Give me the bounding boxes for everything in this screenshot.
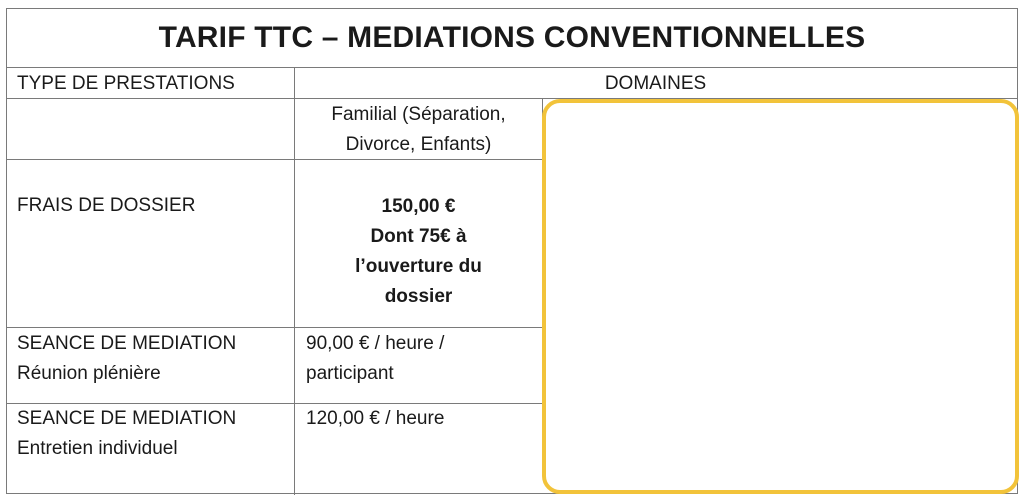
row-value-seance-individuel: [306, 404, 536, 434]
value-line: l’ouverture du: [355, 256, 482, 277]
row-label-line: Entretien individuel: [17, 438, 178, 459]
type-header: TYPE DE PRESTATIONS: [17, 73, 235, 94]
row-value-frais-dossier: [295, 192, 542, 312]
row-divider: [7, 327, 542, 328]
value-line: 90,00 € / heure /: [306, 333, 445, 354]
row-label-seance-pleniere: [17, 329, 287, 389]
row-value-seance-pleniere: [306, 329, 536, 389]
row-label-frais-dossier: [17, 191, 287, 221]
highlight-box: [542, 99, 1019, 494]
value-line: 120,00 € / heure: [306, 408, 445, 429]
domain-family-line: Familial (Séparation,: [331, 104, 506, 125]
value-line: dossier: [384, 286, 453, 307]
value-line: 150,00 €: [381, 196, 456, 217]
domain-family-line: Divorce, Enfants): [345, 134, 492, 155]
domains-header: DOMAINES: [604, 73, 707, 94]
table-title: TARIF TTC – MEDIATIONS CONVENTIONNELLES: [7, 9, 1017, 68]
tariff-table: [6, 8, 1018, 494]
row-label-seance-individuel: [17, 404, 287, 464]
domain-family-header: [295, 100, 542, 160]
value-line: Dont 75€ à: [370, 226, 467, 247]
row-label-line: SEANCE DE MEDIATION: [17, 408, 237, 429]
row-label-line: FRAIS DE DOSSIER: [17, 195, 196, 216]
value-line: participant: [306, 363, 394, 384]
row-label-line: Réunion plénière: [17, 363, 161, 384]
row-label-line: SEANCE DE MEDIATION: [17, 333, 237, 354]
